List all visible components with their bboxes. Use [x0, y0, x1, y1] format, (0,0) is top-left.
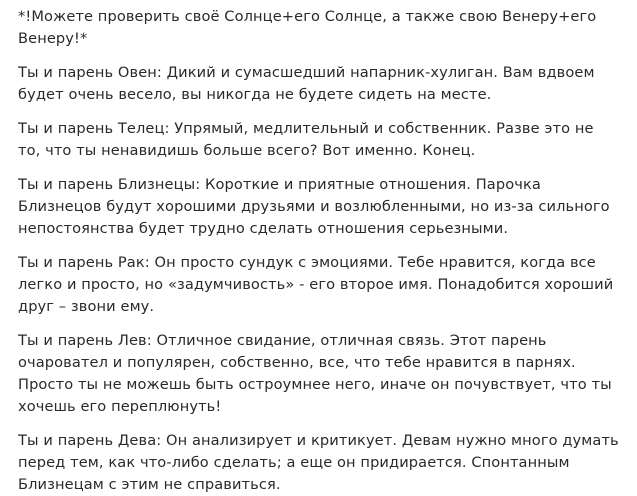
intro-paragraph: *!Можете проверить своё Солнце+его Солнце, а также свою Венеру+его Венеру!* [18, 8, 597, 47]
gemini-paragraph: Ты и парень Близнецы: Короткие и приятные отношения. Парочка Близнецов будут хорошими друзьями и возлюбленными, но из-за сильного непостоянства будет трудно сделать отношения серьезными. [18, 176, 610, 237]
virgo-paragraph: Ты и парень Дева: Он анализирует и критикует. Девам нужно много думать перед тем, как что-либо сделать; а еще он придирается. Спонтанным Близнецам с этим не справиться. [18, 432, 619, 493]
aries-paragraph: Ты и парень Овен: Дикий и сумасшедший напарник-хулиган. Вам вдвоем будет очень весело, вы никогда не будете сидеть на месте. [18, 64, 595, 103]
cancer-paragraph: Ты и парень Рак: Он просто сундук с эмоциями. Тебе нравится, когда все легко и просто, но «задумчивость» - его второе имя. Понадобится хороший друг – звони ему. [18, 254, 614, 315]
taurus-paragraph: Ты и парень Телец: Упрямый, медлительный и собственник. Разве это не то, что ты ненавидишь больше всего? Вот именно. Конец. [18, 120, 594, 159]
leo-paragraph: Ты и парень Лев: Отличное свидание, отличная связь. Этот парень очаровател и популярен, собственно, все, что тебе нравится в парнях. Просто ты не можешь быть остроумнее него, иначе он почувствует, что ты хочешь его переплюнуть! [18, 332, 612, 415]
